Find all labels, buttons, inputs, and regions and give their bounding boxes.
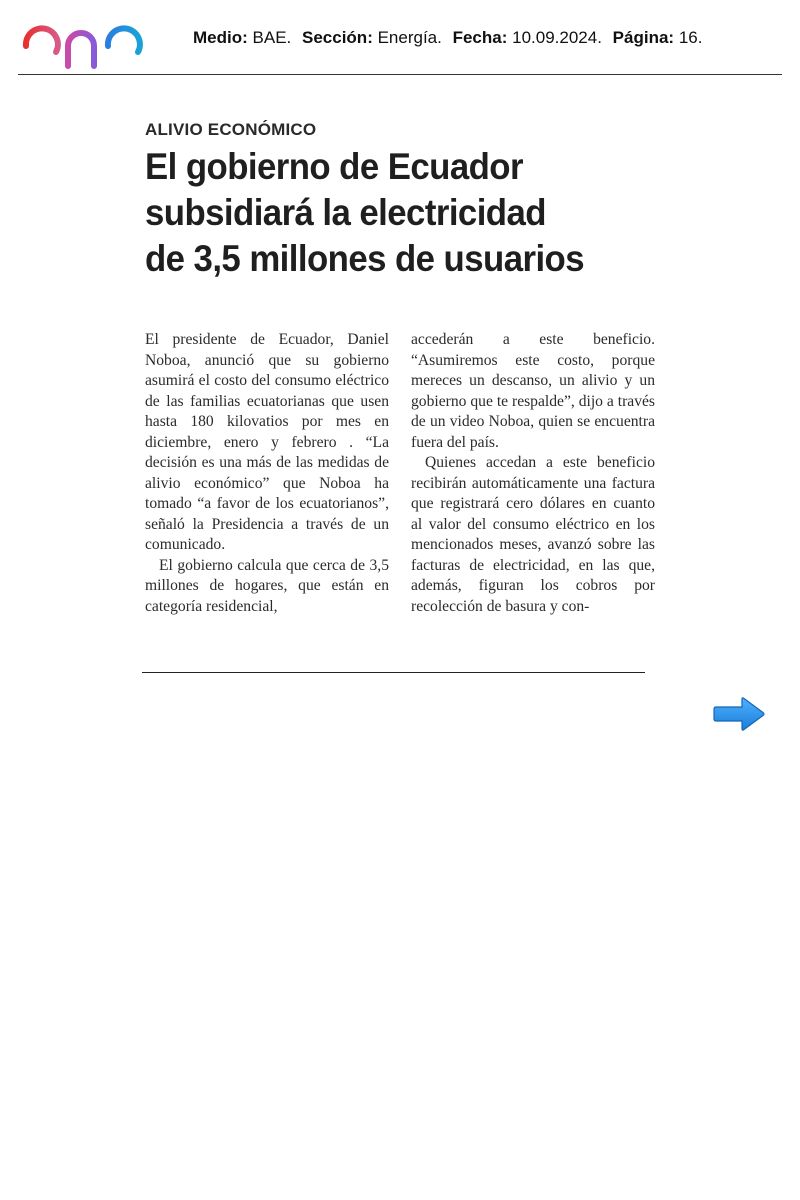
enel-logo [18,8,180,70]
article-column-2 [411,330,655,617]
article-kicker: ALIVIO ECONÓMICO [145,120,317,139]
page-header [18,8,782,76]
pagina-label: Página: [612,28,675,47]
publication-metadata [193,28,702,48]
medio-value: BAE. [252,28,292,47]
headline-line-3: de 3,5 millones de usuarios [145,238,585,279]
fecha-value: 10.09.2024. [512,28,602,47]
medio-label: Medio: [193,28,248,47]
article-headline [145,144,653,282]
article-body [145,330,655,617]
body-paragraph: El gobierno calcula que cerca de 3,5 millones de hogares, que están en categoría residencial, [145,556,389,615]
fecha-label: Fecha: [452,28,508,47]
pagina-value: 16. [678,28,703,47]
body-paragraph: accederán a este beneficio. “Asumiremos este costo, porque mereces un descanso, un alivio y un gobierno que te respalde”, dijo a través de un video Noboa, quien se encuentra fuera del país. [411,331,655,451]
article-heading [145,120,660,282]
article-column-1 [145,330,389,617]
arrow-right-icon[interactable] [712,696,766,732]
headline-line-1: El gobierno de Ecuador [145,146,523,187]
headline-line-2: subsidiará la electricidad [145,192,546,233]
article-bottom-rule [142,672,645,673]
seccion-label: Sección: [302,28,373,47]
body-paragraph: El presidente de Ecuador, Daniel Noboa, anunció que su gobierno asumirá el costo del consumo eléctrico de las familias ecuatorianas que usen hasta 180 kilovatios por mes en diciembre, enero y febrero . “La decisión es una más de las medidas de alivio económico” que Noboa ha tomado “a favor de los ecuatorianos”, señaló la Presidencia a través de un comunicado. [145,331,389,553]
seccion-value: Energía. [377,28,442,47]
header-divider [18,74,782,75]
body-paragraph: Quienes accedan a este beneficio recibirán automáticamente una factura que registrará cero dólares en cuanto al valor del consumo eléctrico en los mencionados meses, avanzó sobre las facturas de electricidad, en las que, además, figuran los cobros por recolección de basura y con- [411,454,655,615]
